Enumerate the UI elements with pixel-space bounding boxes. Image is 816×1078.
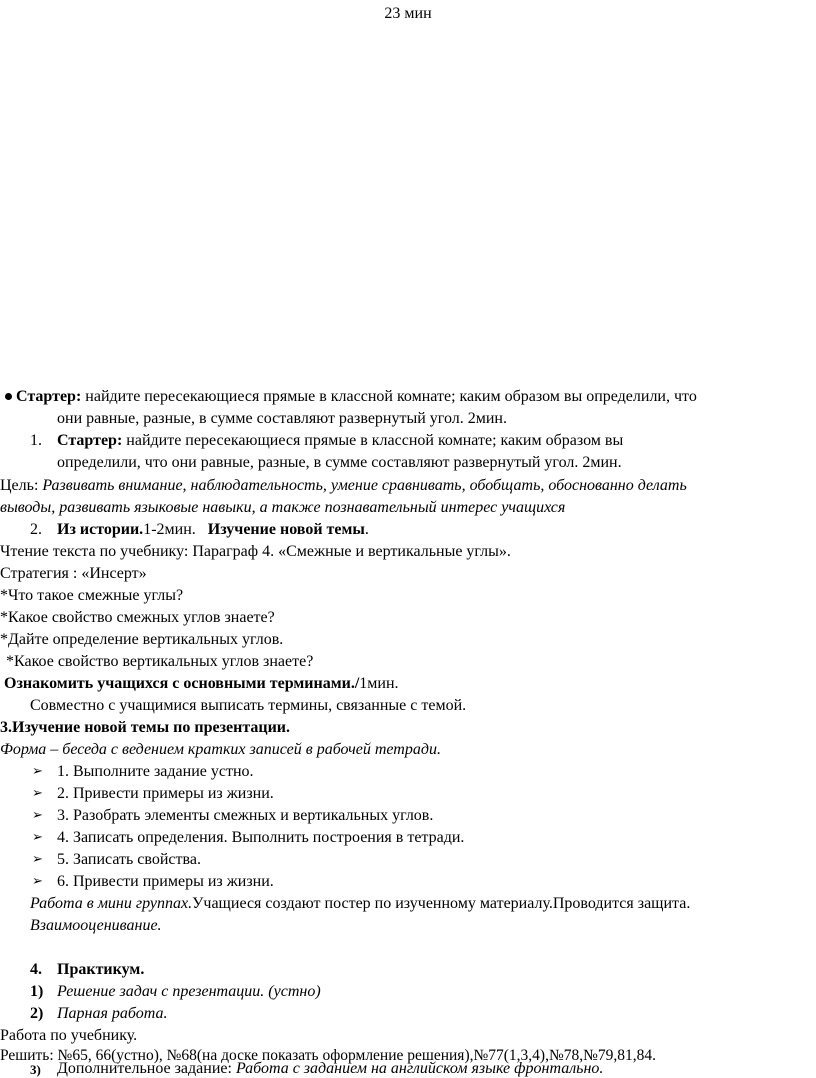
item1-label: Стартер: <box>57 432 123 449</box>
item2-line <box>57 520 369 540</box>
acquaint-time: 1мин. <box>359 675 399 692</box>
groupwork-italic: Работа в мини группах. <box>30 895 193 912</box>
item1-text-1: найдите пересекающиеся прямые в классной комнате; каким образом вы <box>126 432 624 449</box>
question-3: *Дайте определение вертикальных углов. <box>0 631 284 648</box>
page-header-time: 23 мин <box>384 5 432 22</box>
acquaint-bold: Ознакомить учащихся с основными терминами./ <box>4 675 360 692</box>
goal-label: Цель: <box>0 477 39 494</box>
extra-number: 3) <box>30 1062 41 1077</box>
practice-2-text: Парная работа. <box>57 1005 168 1022</box>
arrow-bullet-icon: ➢ <box>32 852 43 867</box>
arrow-bullet-icon: ➢ <box>32 874 43 889</box>
arrow-bullet-icon: ➢ <box>32 764 43 779</box>
groupwork-text: Учащиеся создают постер по изученному материалу.Проводится защита. <box>192 895 691 912</box>
new-topic-end: . <box>364 521 369 538</box>
task-1: 1. Выполните задание устно. <box>57 763 254 780</box>
extra-line <box>57 1060 603 1078</box>
new-topic-label: Изучение новой темы <box>207 521 365 538</box>
reading-line: Чтение текста по учебнику: Параграф 4. «Смежные и вертикальные углы». <box>0 543 511 560</box>
textbook-line: Работа по учебнику. <box>0 1027 138 1044</box>
peer-assessment: Взаимооценивание. <box>30 917 162 934</box>
item1-line2: определили, что они равные, разные, в сумме составляют развернутый угол. 2мин. <box>57 454 622 471</box>
item4-number: 4. <box>30 961 42 978</box>
extra-text: Работа с заданием на английском языке фронтально. <box>235 1060 604 1077</box>
starter-text-1: найдите пересекающиеся прямые в классной комнате; каким образом вы определили, что <box>85 388 697 405</box>
item2-number: 2. <box>30 521 42 538</box>
practice-2-number: 2) <box>30 1005 44 1022</box>
form-line: Форма – беседа с ведением кратких записей в рабочей тетради. <box>0 741 441 758</box>
task-4: 4. Записать определения. Выполнить построения в тетради. <box>57 829 465 846</box>
item1-number: 1. <box>30 432 42 449</box>
history-label: Из истории. <box>57 521 144 538</box>
arrow-bullet-icon: ➢ <box>32 808 43 823</box>
goal-line1 <box>0 476 687 496</box>
solve-line: Решить: №65, 66(устно), №68(на доске показать оформление решения),№77(1,3,4),№78,№79,81,84. <box>0 1047 657 1064</box>
starter-label: Стартер: <box>16 388 82 405</box>
bullet-dot-icon <box>5 393 12 400</box>
jointly-line: Совместно с учащимися выписать термины, связанные с темой. <box>30 697 467 714</box>
practice-1-number: 1) <box>30 983 44 1000</box>
goal-text-1: Развивать внимание, наблюдательность, умение сравнивать, обобщать, обоснованно делать <box>42 477 687 494</box>
task-6: 6. Привести примеры из жизни. <box>57 873 274 890</box>
task-5: 5. Записать свойства. <box>57 851 201 868</box>
question-1: *Что такое смежные углы? <box>0 587 184 604</box>
item4-label: Практикум. <box>57 961 145 978</box>
task-3: 3. Разобрать элементы смежных и вертикальных углов. <box>57 807 434 824</box>
question-2: *Какое свойство смежных углов знаете? <box>0 609 275 626</box>
acquaint-line <box>4 674 399 694</box>
goal-line2: выводы, развивать языковые навыки, а также познавательный интерес учащихся <box>0 499 566 516</box>
section3-heading: 3.Изучение новой темы по презентации. <box>0 719 291 736</box>
strategy-line: Стратегия : «Инсерт» <box>0 565 147 582</box>
groupwork-line <box>30 894 690 914</box>
starter-bullet-line1 <box>16 387 697 407</box>
item1-line1 <box>57 431 623 451</box>
arrow-bullet-icon: ➢ <box>32 830 43 845</box>
history-time: 1-2мин. <box>143 521 196 538</box>
question-4: *Какое свойство вертикальных углов знаете? <box>6 653 314 670</box>
task-2: 2. Привести примеры из жизни. <box>57 785 274 802</box>
starter-bullet-line2: они равные, разные, в сумме составляют развернутый угол. 2мин. <box>57 410 507 427</box>
arrow-bullet-icon: ➢ <box>32 786 43 801</box>
extra-label: Дополнительное задание: <box>57 1060 232 1077</box>
practice-1-text: Решение задач с презентации. (устно) <box>57 983 321 1000</box>
